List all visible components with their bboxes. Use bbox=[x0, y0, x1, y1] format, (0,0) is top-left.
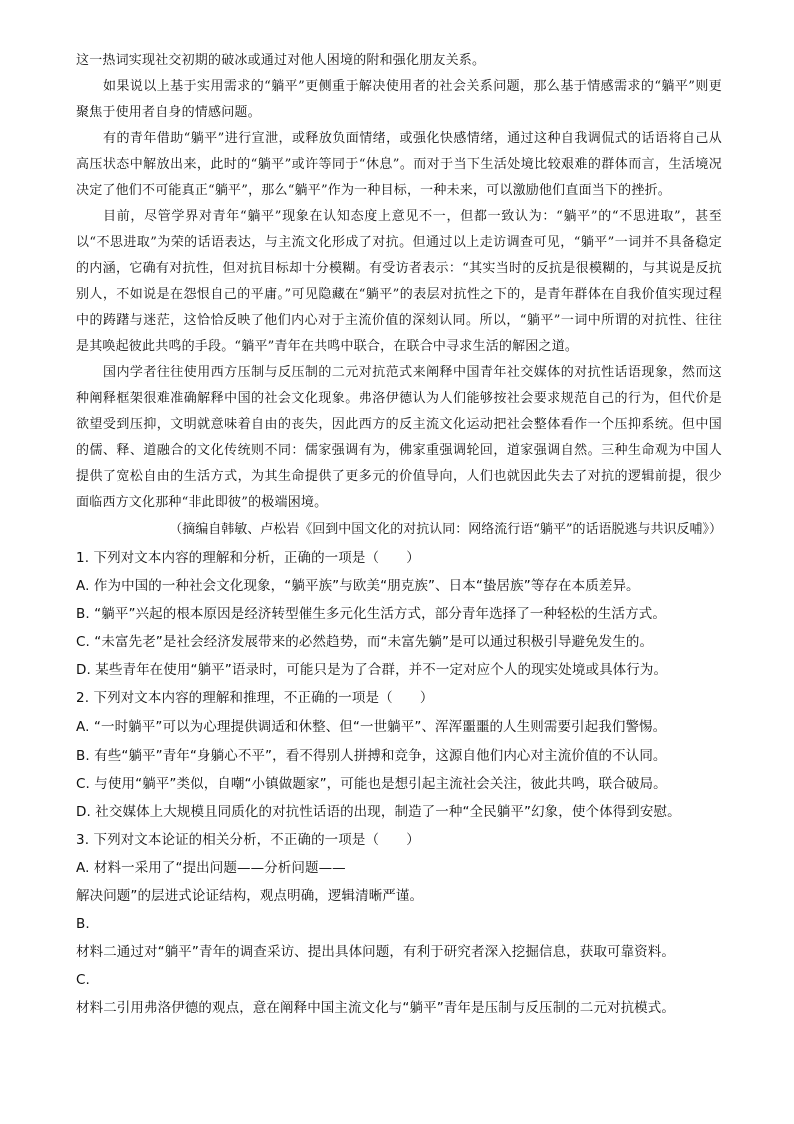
option-a[interactable]: A. “一时躺平”可以为心理提供调适和休整、但“一世躺平”、浑浑噩噩的人生则需要引起我们警惕。 bbox=[76, 719, 667, 735]
source-citation: （摘编自韩敏、卢松岩《回到中国文化的对抗认同：网络流行语“躺平”的话语脱逃与共识反哺》） bbox=[169, 522, 722, 537]
body-paragraph: 这一热词实现社交初期的破冰或通过对他人困境的附和强化朋友关系。 bbox=[76, 53, 486, 68]
option-b[interactable]: B. “躺平”兴起的根本原因是经济转型催生多元化生活方式，部分青年选择了一种轻松的生活方式。 bbox=[76, 606, 666, 622]
question-stem: 1. 下列对文本内容的理解和分析，正确的一项是（ ） bbox=[76, 550, 420, 566]
question-3 bbox=[76, 826, 722, 1022]
body-paragraph: 目前，尽管学界对青年“躺平”现象在认知态度上意见不一，但都一致认为：“躺平”的“不思进取”，甚至以“不思进取”为荣的话语表达，与主流文化形成了对抗。但通过以上走访调查可见，“躺平”一词并不具备稳定的内涵，它确有对抗性，但对抗目标却十分模糊。有受访者表示：“其实当时的反抗是很模糊的，与其说是反抗别人，不如说是在怨恨自己的平庸。”可见隐藏在“躺平”的表层对抗性之下的，是青年群体在自我价值实现过程中的踌躇与迷茫，这恰恰反映了他们内心对于主流价值的深刻认同。所以，“躺平”一词中所谓的对抗性、往往是其唤起彼此共鸣的手段。“躺平”青年在共鸣中联合，在联合中寻求生活的解困之道。 bbox=[76, 209, 722, 354]
option-a[interactable]: A. 作为中国的一种社会文化现象，“躺平族”与欧美“朋克族”、日本“蛰居族”等存在本质差异。 bbox=[76, 578, 640, 594]
option-c-label[interactable]: C. bbox=[76, 972, 90, 988]
option-d[interactable]: D. 某些青年在使用“躺平”语录时，可能只是为了合群，并不一定对应个人的现实处境或具体行为。 bbox=[76, 662, 668, 678]
question-stem: 2. 下列对文本内容的理解和推理，不正确的一项是（ ） bbox=[76, 690, 434, 706]
option-d[interactable]: D. 社交媒体上大规模且同质化的对抗性话语的出现，制造了一种“全民躺平”幻象，使个体得到安慰。 bbox=[76, 804, 681, 820]
option-c[interactable]: C. “未富先老”是社会经济发展带来的必然趋势，而“未富先躺”是可以通过积极引导避免发生的。 bbox=[76, 634, 654, 650]
body-paragraph: 国内学者往往使用西方压制与反压制的二元对抗范式来阐释中国青年社交媒体的对抗性话语现象，然而这种阐释框架很难准确解释中国的社会文化现象。弗洛伊德认为人们能够按社会要求规范自己的行为，但代价是欲望受到压抑，文明就意味着自由的丧失，因此西方的反主流文化运动把社会整体看作一个压抑系统。但中国的儒、释、道融合的文化传统则不同：儒家强调有为，佛家重强调轮回，道家强调自然。三种生命观为中国人提供了宽松自由的生活方式，为其生命提供了更多元的价值导向，人们也就因此失去了对抗的逻辑前提，很少面临西方文化那种“非此即彼”的极端困境。 bbox=[76, 365, 722, 510]
body-paragraph: 有的青年借助“躺平”进行宣泄，或释放负面情绪，或强化快感情绪，通过这种自我调侃式的话语将自己从高压状态中解放出来，此时的“躺平”或许等同于“休息”。而对于当下生活处境比较艰难的群体而言，生活境况决定了他们不可能真正“躺平”，那么“躺平”作为一种目标，一种未来，可以激励他们直面当下的挫折。 bbox=[76, 131, 722, 198]
question-1 bbox=[76, 544, 722, 684]
option-b[interactable]: B. 有些“躺平”青年“身躺心不平”，看不得别人拼搏和竞争，这源自他们内心对主流价值的不认同。 bbox=[76, 748, 667, 764]
option-b-label[interactable]: B. bbox=[76, 916, 90, 932]
option-c[interactable]: C. 与使用“躺平”类似，自嘲“小镇做题家”，可能也是想引起主流社会关注，彼此共鸣，联合破局。 bbox=[76, 776, 667, 792]
option-a[interactable]: A. 材料一采用了“提出问题——分析问题—— bbox=[76, 860, 346, 876]
option-a-continued: 解决问题”的层进式论证结构，观点明确，逻辑清晰严谨。 bbox=[76, 888, 424, 904]
question-stem: 3. 下列对文本论证的相关分析，不正确的一项是（ ） bbox=[76, 832, 420, 848]
question-2 bbox=[76, 684, 722, 826]
body-paragraph: 如果说以上基于实用需求的“躺平”更侧重于解决使用者的社会关系问题，那么基于情感需求的“躺平”则更聚焦于使用者自身的情感问题。 bbox=[76, 79, 722, 120]
option-c-text: 材料二引用弗洛伊德的观点，意在阐释中国主流文化与“躺平”青年是压制与反压制的二元对抗模式。 bbox=[76, 1000, 675, 1016]
option-b-text: 材料二通过对“躺平”青年的调查采访、提出具体问题，有利于研究者深入挖掘信息，获取可靠资料。 bbox=[76, 944, 675, 960]
